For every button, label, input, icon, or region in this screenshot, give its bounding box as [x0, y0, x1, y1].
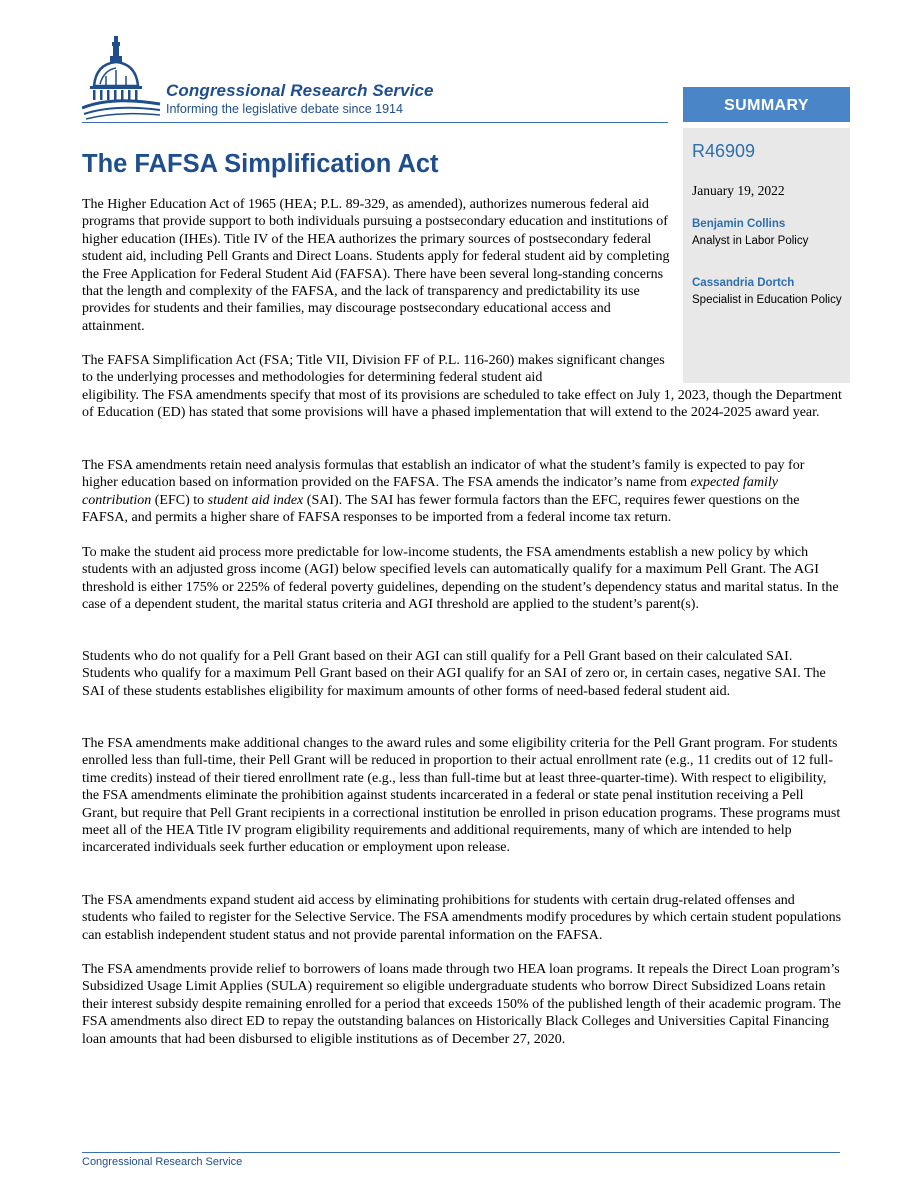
capitol-dome-icon [82, 34, 164, 124]
page-title: The FAFSA Simplification Act [82, 150, 439, 178]
footer-text: Congressional Research Service [82, 1156, 243, 1168]
author-title: Analyst in Labor Policy [692, 235, 809, 247]
body-paragraph: The FAFSA Simplification Act (FSA; Title VII, Division FF of P.L. 116-260) makes significant changes to the underlying processes and methodologies for determining federal student aid [82, 353, 665, 386]
body-paragraph: The Higher Education Act of 1965 (HEA; P.L. 89-329, as amended), authorizes numerous federal aid programs that provide support to both individuals pursuing a postsecondary education and institutions of higher education (IHEs). Title IV of the HEA authorizes the primary sources of postsecondary federal student aid, including Pell Grants and Direct Loans. Students apply for federal student aid by completing the Free Application for Federal Student Aid (FAFSA). There have been several long-standing concerns that the length and complexity of the FAFSA, and the lack of transparency and predictability its use provides for students and their families, may discourage postsecondary educational access and attainment. [82, 197, 670, 334]
term-efc: expected family contribution [82, 475, 778, 508]
body-paragraph [82, 457, 842, 527]
body-paragraph: The FSA amendments expand student aid access by eliminating prohibitions for students with certain drug-related offenses and students who failed to register for the Selective Service. The FSA amendments modify procedures by which certain student populations can establish independent student status and not provide parental information on the FAFSA. [82, 893, 842, 943]
crs-logo [82, 34, 682, 129]
body-paragraph: Students who do not qualify for a Pell Grant based on their AGI can still qualify for a Pell Grant based on their calculated SAI. Students who qualify for a maximum Pell Grant based on their AGI qualify for an SAI of zero or, in certain cases, negative SAI. The SAI of these students establishes eligibility for maximum amounts of other forms of need-based federal student aid. [82, 649, 826, 699]
org-tagline: Informing the legislative debate since 1914 [166, 102, 403, 116]
report-date: January 19, 2022 [692, 183, 785, 198]
report-number: R46909 [692, 141, 756, 161]
org-name: Congressional Research Service [166, 81, 434, 100]
body-paragraph: To make the student aid process more predictable for low-income students, the FSA amendments establish a new policy by which students with an adjusted gross income (AGI) below specified levels can automatically qualify for a maximum Pell Grant. The AGI threshold is either 175% or 225% of federal poverty guidelines, depending on the student’s dependency status and marital status. In the case of a dependent student, the marital status criteria and AGI threshold are applied to the student’s parent(s). [82, 545, 839, 613]
body-text: The FSA amendments retain need analysis formulas that establish an indicator of what the student’s family is expected to pay for higher education based on information provided on the FAFSA. The FSA amends the indicator’s name from [82, 458, 805, 491]
body-text: (EFC) to [151, 492, 208, 508]
body-paragraph: The FSA amendments make additional changes to the award rules and some eligibility criteria for the Pell Grant program. For students enrolled less than full-time, their Pell Grant will be reduced in proportion to their actual enrollment rate (e.g., 11 credits out of 12 full-time credits) instead of their tiered enrollment rate (e.g., less than full-time but at least three-quarter-time). With respect to eligibility, the FSA amendments eliminate the prohibition against students incarcerated in a federal or state penal institution receiving a Pell Grant, but require that Pell Grant recipients in a correctional institution be enrolled in prison education programs. These programs must meet all of the HEA Title IV program eligibility requirements and additional requirements, many of which are intended to help incarcerated individuals seek further education or employment upon release. [82, 736, 841, 856]
summary-banner: SUMMARY [683, 87, 850, 122]
author-name[interactable]: Cassandria Dortch [692, 277, 795, 289]
body-paragraph: eligibility. The FSA amendments specify that most of its provisions are scheduled to take effect on July 1, 2023, though the Department of Education (ED) has stated that some provisions will have a phased implementation that will extend to the 2024-2025 award year. [82, 388, 842, 421]
summary-sidebar [683, 128, 850, 383]
body-text: (SAI). The SAI has fewer formula factors than the EFC, requires fewer questions on the FAFSA, and permits a higher share of FAFSA responses to be imported from a federal income tax return. [82, 492, 800, 526]
author-name[interactable]: Benjamin Collins [692, 218, 786, 230]
author-title: Specialist in Education Policy [692, 294, 842, 306]
header-divider [82, 122, 668, 123]
term-sai: student aid index [207, 492, 304, 508]
footer-divider [82, 1152, 840, 1153]
body-paragraph: The FSA amendments provide relief to borrowers of loans made through two HEA loan programs. It repeals the Direct Loan program’s Subsidized Usage Limit Applies (SULA) requirement so eligible undergraduate students who borrow Direct Subsidized Loans retain their interest subsidy despite remaining enrolled for a period that exceeds 150% of the published length of their academic program. The FSA amendments also direct ED to repay the outstanding balances on Historically Black Colleges and Universities Capital Financing loan amounts that had been disbursed to eligible institutions as of December 27, 2020. [82, 962, 842, 1047]
